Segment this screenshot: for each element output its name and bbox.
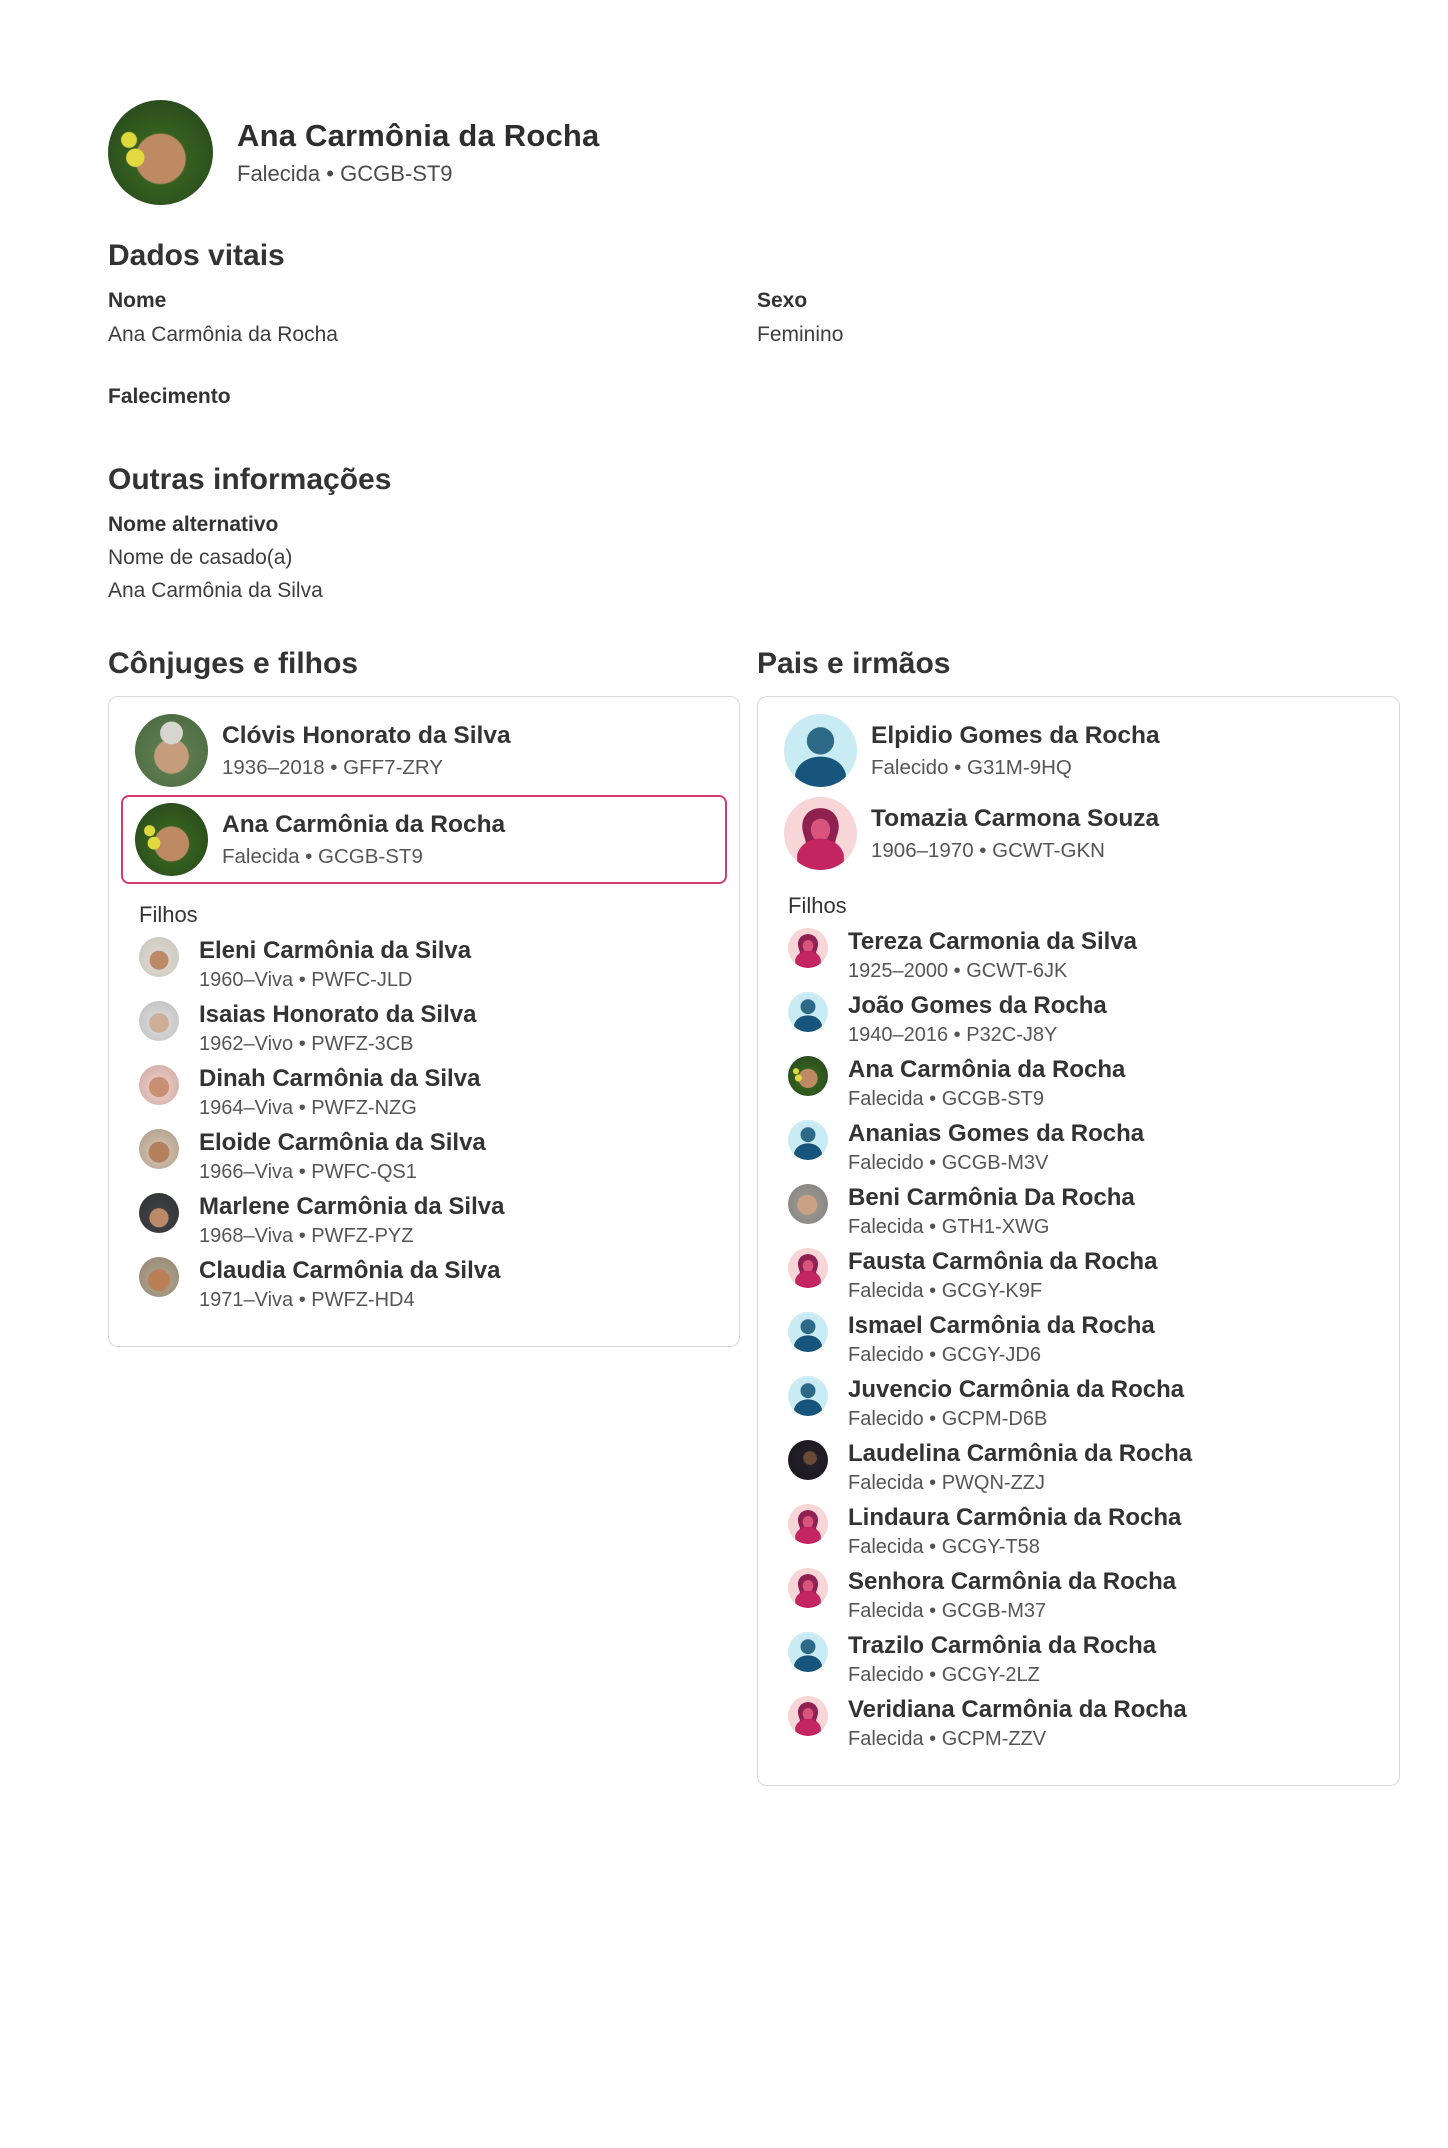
person-row[interactable] — [770, 1247, 1387, 1311]
person-detail: 1966–Viva • PWFC-QS1 — [199, 1161, 417, 1183]
person-name: Ismael Carmônia da Rocha — [848, 1312, 1155, 1339]
person-name: Tereza Carmonia da Silva — [848, 928, 1138, 955]
parents-column — [757, 647, 1400, 1786]
vital-data-section — [108, 239, 1400, 433]
person-row[interactable] — [770, 1631, 1387, 1695]
person-name: Eleni Carmônia da Silva — [199, 937, 472, 964]
person-detail: Falecido • GCGY-2LZ — [848, 1664, 1040, 1686]
person-row[interactable] — [121, 709, 727, 792]
person-detail: 1964–Viva • PWFZ-NZG — [199, 1097, 417, 1119]
person-name: Senhora Carmônia da Rocha — [848, 1568, 1177, 1595]
person-row[interactable] — [770, 1311, 1387, 1375]
person-name: João Gomes da Rocha — [848, 992, 1107, 1019]
field-sex — [757, 289, 1400, 347]
person-name: Clóvis Honorato da Silva — [222, 722, 511, 750]
person-row[interactable] — [770, 927, 1387, 991]
person-row[interactable] — [770, 1375, 1387, 1439]
person-name: Trazilo Carmônia da Rocha — [848, 1632, 1157, 1659]
person-name: Eloide Carmônia da Silva — [199, 1129, 486, 1156]
person-row[interactable] — [770, 1695, 1387, 1759]
person-row[interactable] — [770, 1055, 1387, 1119]
person-detail: Falecida • PWQN-ZZJ — [848, 1472, 1046, 1494]
person-name: Elpidio Gomes da Rocha — [871, 722, 1160, 750]
person-photo — [139, 1065, 179, 1105]
female-silhouette-icon — [788, 1568, 828, 1608]
person-detail: 1936–2018 • GFF7-ZRY — [222, 755, 444, 779]
male-silhouette-icon — [788, 992, 828, 1032]
person-name: Veridiana Carmônia da Rocha — [848, 1696, 1187, 1723]
vitals-title: Dados vitais — [108, 239, 285, 272]
person-detail: Falecida • GCPM-ZZV — [848, 1728, 1047, 1750]
male-silhouette-icon — [784, 714, 857, 787]
person-row[interactable] — [770, 1503, 1387, 1567]
person-photo — [139, 1257, 179, 1297]
person-row[interactable] — [770, 1439, 1387, 1503]
female-silhouette-icon — [788, 1248, 828, 1288]
person-row[interactable] — [121, 1000, 727, 1064]
person-detail: 1906–1970 • GCWT-GKN — [871, 838, 1105, 862]
male-silhouette-icon — [788, 1120, 828, 1160]
male-silhouette-icon — [788, 1312, 828, 1352]
alt-name-type: Nome de casado(a) — [108, 546, 293, 569]
person-row[interactable] — [121, 936, 727, 1000]
person-photo — [139, 1129, 179, 1169]
person-row[interactable] — [770, 1119, 1387, 1183]
person-detail: 1968–Viva • PWFZ-PYZ — [199, 1225, 414, 1247]
field-sex-value: Feminino — [757, 323, 844, 346]
person-name: Isaias Honorato da Silva — [199, 1001, 477, 1028]
person-name: Ananias Gomes da Rocha — [848, 1120, 1145, 1147]
person-photo — [788, 1056, 828, 1096]
person-detail: Falecido • GCGB-M3V — [848, 1152, 1049, 1174]
other-info-section — [108, 463, 1400, 603]
person-row[interactable] — [770, 709, 1387, 792]
family-section — [108, 647, 1400, 1786]
female-silhouette-icon — [788, 928, 828, 968]
female-silhouette-icon — [784, 797, 857, 870]
person-name: Tomazia Carmona Souza — [871, 805, 1160, 833]
person-name: Juvencio Carmônia da Rocha — [848, 1376, 1185, 1403]
spouses-column — [108, 647, 740, 1347]
person-row[interactable] — [121, 1064, 727, 1128]
spouses-card — [108, 696, 740, 1347]
person-detail: Falecido • GCGY-JD6 — [848, 1344, 1041, 1366]
person-row[interactable] — [770, 1183, 1387, 1247]
person-detail: Falecida • GCGB-ST9 — [848, 1088, 1044, 1110]
female-silhouette-icon — [788, 1696, 828, 1736]
person-detail: Falecida • GCGB-M37 — [848, 1600, 1047, 1622]
person-name: Marlene Carmônia da Silva — [199, 1193, 505, 1220]
alt-name-label: Nome alternativo — [108, 513, 279, 536]
person-name: Claudia Carmônia da Silva — [199, 1257, 501, 1284]
field-death-label: Falecimento — [108, 385, 231, 408]
person-detail: 1962–Vivo • PWFZ-3CB — [199, 1033, 414, 1055]
person-photo — [139, 1001, 179, 1041]
person-detail: Falecida • GCGB-ST9 — [222, 844, 423, 868]
person-detail: Falecido • GCPM-D6B — [848, 1408, 1048, 1430]
alt-name-value: Ana Carmônia da Silva — [108, 579, 323, 602]
person-status: Falecida • GCGB-ST9 — [237, 161, 453, 186]
male-silhouette-icon — [788, 1632, 828, 1672]
children-label: Filhos — [139, 902, 198, 927]
spouses-section-title: Cônjuges e filhos — [108, 647, 359, 680]
person-detail: 1925–2000 • GCWT-6JK — [848, 960, 1068, 982]
person-name: Fausta Carmônia da Rocha — [848, 1248, 1158, 1275]
person-detail: Falecida • GCGY-K9F — [848, 1280, 1043, 1302]
field-name — [108, 289, 757, 347]
person-details-page — [0, 100, 1448, 1786]
page-title: Ana Carmônia da Rocha — [237, 118, 600, 153]
person-row[interactable] — [770, 1567, 1387, 1631]
person-row[interactable] — [770, 792, 1387, 875]
person-photo — [139, 937, 179, 977]
person-row[interactable] — [770, 991, 1387, 1055]
parents-section-title: Pais e irmãos — [757, 647, 951, 680]
person-photo — [139, 1193, 179, 1233]
person-detail: Falecida • GTH1-XWG — [848, 1216, 1050, 1238]
person-photo — [788, 1440, 828, 1480]
person-row[interactable] — [121, 1256, 727, 1320]
male-silhouette-icon — [788, 1376, 828, 1416]
person-detail: 1940–2016 • P32C-J8Y — [848, 1024, 1058, 1046]
field-sex-label: Sexo — [757, 289, 808, 312]
other-info-title: Outras informações — [108, 463, 392, 496]
person-name: Dinah Carmônia da Silva — [199, 1065, 481, 1092]
children-label: Filhos — [788, 893, 847, 918]
person-photo — [135, 714, 208, 787]
person-name: Beni Carmônia Da Rocha — [848, 1184, 1135, 1211]
person-detail: 1960–Viva • PWFC-JLD — [199, 969, 413, 991]
person-name: Ana Carmônia da Rocha — [848, 1056, 1126, 1083]
person-detail: Falecida • GCGY-T58 — [848, 1536, 1040, 1558]
field-name-value: Ana Carmônia da Rocha — [108, 323, 338, 346]
person-name: Lindaura Carmônia da Rocha — [848, 1504, 1182, 1531]
field-death — [108, 385, 757, 409]
profile-photo — [108, 100, 213, 205]
person-photo — [135, 803, 208, 876]
person-photo — [788, 1184, 828, 1224]
female-silhouette-icon — [788, 1504, 828, 1544]
person-row[interactable] — [121, 1128, 727, 1192]
person-name: Laudelina Carmônia da Rocha — [848, 1440, 1193, 1467]
person-detail: 1971–Viva • PWFZ-HD4 — [199, 1289, 415, 1311]
field-name-label: Nome — [108, 289, 167, 312]
person-row[interactable] — [121, 1192, 727, 1256]
person-name: Ana Carmônia da Rocha — [222, 811, 506, 839]
person-header — [108, 100, 1400, 205]
parents-card — [757, 696, 1400, 1786]
person-row[interactable] — [121, 795, 727, 884]
person-detail: Falecido • G31M-9HQ — [871, 755, 1072, 779]
